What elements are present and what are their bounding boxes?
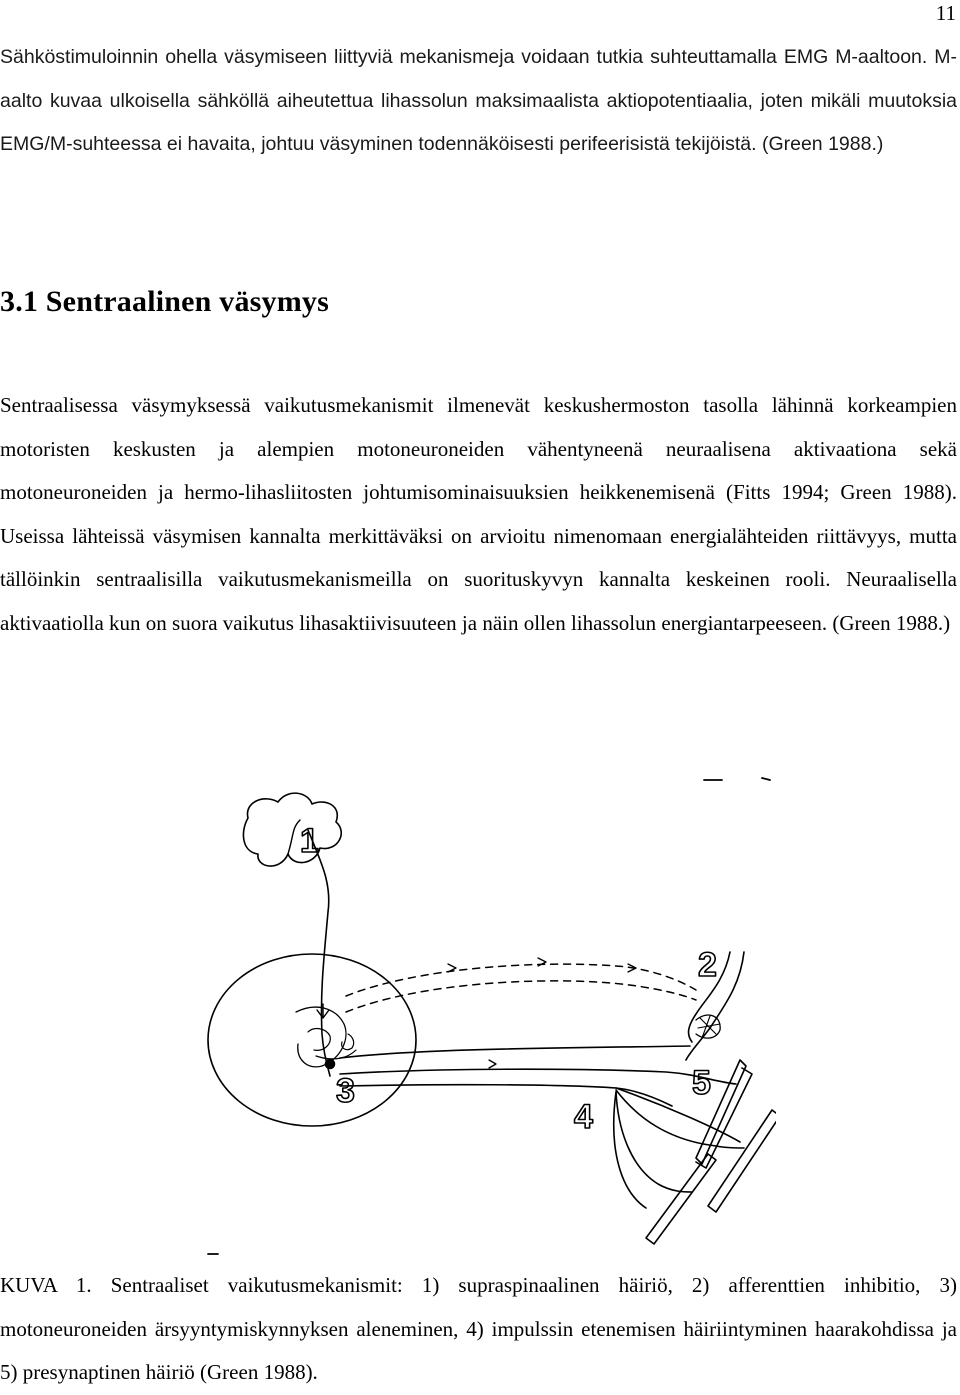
intro-paragraph: Sähköstimuloinnin ohella väsymiseen liittyviä mekanismeja voidaan tutkia suhteuttamalla EMG M-aaltoon. M-aalto kuvaa ulkoisella sähköllä aiheutettua lihassolun maksimaalista aktiopotentiaalia, joten mikäli muutoksia EMG/M-suhteessa ei havaita, johtuu väsyminen todennäköisesti perifeerisistä tekijöistä. (Green 1988.) bbox=[0, 46, 957, 156]
motor-axons bbox=[340, 1046, 736, 1106]
supraspinal-pathway bbox=[308, 830, 330, 1076]
spinal-cord-section bbox=[208, 954, 416, 1126]
afferent-fibers bbox=[346, 964, 696, 1012]
section-paragraph: Sentraalisessa väsymyksessä vaikutusmekanismit ilmenevät keskushermoston tasolla lähinnä korkeampien motoristen keskusten ja alempien motoneuroneiden vähentyneenä neuraalisena aktivaationa sekä motoneuroneiden ja hermo-lihasliitosten johtumisominaisuuksien heikkenemisenä (Fitts 1994; Green 1988). Useissa lähteissä väsymisen kannalta merkittäväksi on arvioitu nimenomaan energialähteiden riittävyys, mutta tällöinkin sentraalisilla vaikutusmekanismeilla on suorituskyvyn kannalta keskeinen rooli. Neuraalisella aktivaatiolla kun on suora vaikutus lihasaktiivisuuteen ja näin ollen lihassolun energiantarpeeseen. (Green 1988.) bbox=[0, 393, 957, 635]
figure-label-1: 1 bbox=[300, 822, 319, 860]
page-number: 11 bbox=[935, 1, 956, 25]
muscle-fibers bbox=[646, 1060, 776, 1244]
central-fatigue-diagram bbox=[196, 772, 776, 1262]
axon-branches bbox=[614, 1088, 744, 1208]
figure-label-5: 5 bbox=[692, 1064, 711, 1102]
figure-label-3: 3 bbox=[336, 1072, 355, 1110]
section-heading: 3.1 Sentraalinen väsymys bbox=[0, 285, 329, 318]
figure-label-4: 4 bbox=[574, 1098, 593, 1136]
figure-caption: KUVA 1. Sentraaliset vaikutusmekanismit: 1) supraspinaalinen häiriö, 2) afferenttien inhibitio, 3) motoneuroneiden ärsyyntymiskynnyksen aleneminen, 4) impulssin etenemisen häiriintyminen haarakohdissa ja 5) presynaptinen häiriö (Green 1988). bbox=[0, 1273, 957, 1385]
figure-label-2: 2 bbox=[698, 946, 717, 984]
brain-outline bbox=[243, 793, 341, 866]
